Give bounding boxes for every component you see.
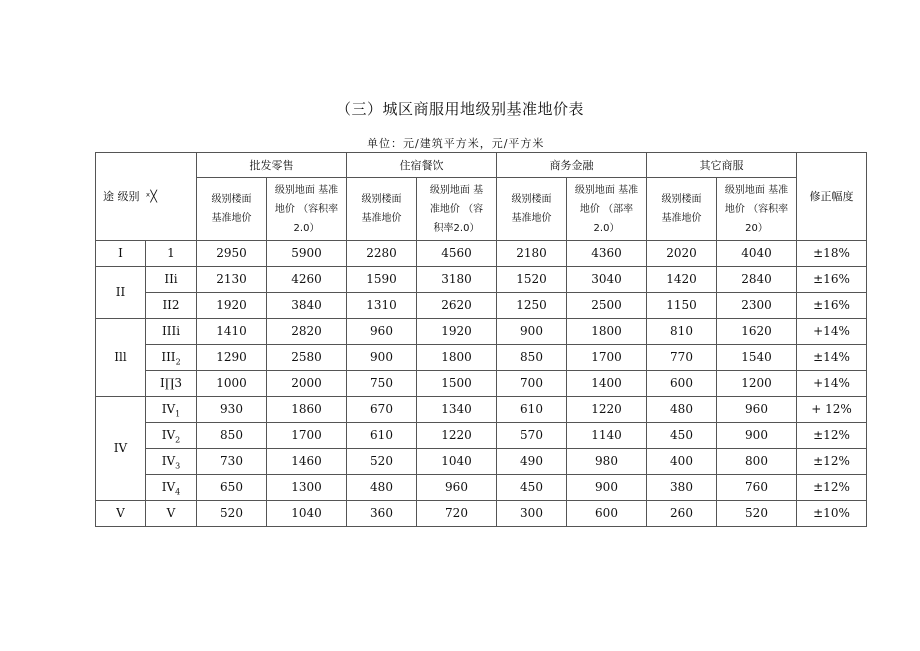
ground-price-cell: 1800 — [567, 319, 647, 345]
level-cell: V — [96, 501, 146, 527]
table-row — [96, 371, 867, 397]
floor-price-cell: 380 — [647, 475, 717, 501]
floor-price-cell: 2020 — [647, 241, 717, 267]
ground-price-cell: 1540 — [717, 345, 797, 371]
floor-price-cell: 850 — [497, 345, 567, 371]
sublevel-cell: IIIi — [146, 319, 197, 345]
ground-price-cell: 1500 — [417, 371, 497, 397]
correction-cell: ±12% — [797, 475, 867, 501]
ground-price-cell: 900 — [717, 423, 797, 449]
ground-price-cell: 3180 — [417, 267, 497, 293]
floor-price-cell: 520 — [347, 449, 417, 475]
floor-price-cell: 1150 — [647, 293, 717, 319]
floor-price-cell: 900 — [497, 319, 567, 345]
ground-price-cell: 2000 — [267, 371, 347, 397]
floor-price-cell: 450 — [647, 423, 717, 449]
ground-price-cell: 5900 — [267, 241, 347, 267]
floor-price-cell: 360 — [347, 501, 417, 527]
sublevel-cell: $IV_2$ — [146, 423, 197, 449]
ground-price-cell: 1700 — [567, 345, 647, 371]
floor-price-cell: 570 — [497, 423, 567, 449]
floor-price-cell: 480 — [347, 475, 417, 501]
floor-price-cell: 490 — [497, 449, 567, 475]
floor-price-cell: 300 — [497, 501, 567, 527]
level-cell: IV — [96, 397, 146, 501]
ground-price-cell: 3040 — [567, 267, 647, 293]
subheader-ground-price: 级别地面 基准 地价 （容积率 2.0） — [267, 178, 347, 241]
correction-cell: ±12% — [797, 449, 867, 475]
ground-price-cell: 800 — [717, 449, 797, 475]
floor-price-cell: 810 — [647, 319, 717, 345]
subheader-ground-price: 级别地面 基 准地价 （容 积率2.0） — [417, 178, 497, 241]
ground-price-cell: 960 — [717, 397, 797, 423]
ground-price-cell: 960 — [417, 475, 497, 501]
table-row — [96, 397, 867, 423]
floor-price-cell: 1920 — [197, 293, 267, 319]
ground-price-cell: 1800 — [417, 345, 497, 371]
sublevel-cell: $IV_4$ — [146, 475, 197, 501]
subheader-floor-price: 级别楼面 基准地价 — [647, 178, 717, 241]
floor-price-cell: 2950 — [197, 241, 267, 267]
floor-price-cell: 900 — [347, 345, 417, 371]
level-cell: I — [96, 241, 146, 267]
floor-price-cell: 1290 — [197, 345, 267, 371]
correction-cell: ±10% — [797, 501, 867, 527]
table-row — [96, 293, 867, 319]
sublevel-cell: 1 — [146, 241, 197, 267]
sublevel-cell: IIi — [146, 267, 197, 293]
header-row-groups — [96, 153, 867, 178]
subheader-ground-price: 级别地面 基准 地价 （部率 2.0） — [567, 178, 647, 241]
floor-price-cell: 450 — [497, 475, 567, 501]
page-title: （三）城区商服用地级别基准地价表 — [335, 100, 584, 118]
floor-price-cell: 670 — [347, 397, 417, 423]
sublevel-cell: V — [146, 501, 197, 527]
ground-price-cell: 520 — [717, 501, 797, 527]
corner-header-left: 途 级别 — [96, 153, 146, 241]
ground-price-cell: 1220 — [567, 397, 647, 423]
floor-price-cell: 260 — [647, 501, 717, 527]
floor-price-cell: 930 — [197, 397, 267, 423]
ground-price-cell: 2820 — [267, 319, 347, 345]
floor-price-cell: 520 — [197, 501, 267, 527]
sublevel-cell: II2 — [146, 293, 197, 319]
floor-price-cell: 700 — [497, 371, 567, 397]
header-row-sub — [96, 178, 867, 241]
correction-cell: + 12% — [797, 397, 867, 423]
floor-price-cell: 2280 — [347, 241, 417, 267]
table-row — [96, 423, 867, 449]
ground-price-cell: 1920 — [417, 319, 497, 345]
ground-price-cell: 760 — [717, 475, 797, 501]
ground-price-cell: 1340 — [417, 397, 497, 423]
subheader-floor-price: 级别楼面 基准地价 — [197, 178, 267, 241]
ground-price-cell: 1200 — [717, 371, 797, 397]
floor-price-cell: 400 — [647, 449, 717, 475]
floor-price-cell: 2180 — [497, 241, 567, 267]
floor-price-cell: 1000 — [197, 371, 267, 397]
correction-cell: +14% — [797, 371, 867, 397]
ground-price-cell: 4260 — [267, 267, 347, 293]
group-header-wholesale: 批发零售 — [197, 153, 347, 178]
unit-note: 单位：元/建筑平方米，元/平方米 — [367, 137, 545, 150]
correction-cell: ±14% — [797, 345, 867, 371]
table-row — [96, 345, 867, 371]
floor-price-cell: 480 — [647, 397, 717, 423]
level-cell: Ill — [96, 319, 146, 397]
floor-price-cell: 650 — [197, 475, 267, 501]
ground-price-cell: 1860 — [267, 397, 347, 423]
floor-price-cell: 1310 — [347, 293, 417, 319]
subheader-floor-price: 级别楼面 基准地价 — [497, 178, 567, 241]
correction-cell: ±12% — [797, 423, 867, 449]
sublevel-cell: $IV_3$ — [146, 449, 197, 475]
ground-price-cell: 900 — [567, 475, 647, 501]
floor-price-cell: 750 — [347, 371, 417, 397]
land-price-table — [95, 152, 867, 527]
ground-price-cell: 1300 — [267, 475, 347, 501]
floor-price-cell: 1420 — [647, 267, 717, 293]
ground-price-cell: 1460 — [267, 449, 347, 475]
floor-price-cell: 770 — [647, 345, 717, 371]
sublevel-cell: $IV_1$ — [146, 397, 197, 423]
floor-price-cell: 730 — [197, 449, 267, 475]
floor-price-cell: 2130 — [197, 267, 267, 293]
subheader-ground-price: 级别地面 基准 地价 （容积率 20） — [717, 178, 797, 241]
floor-price-cell: 960 — [347, 319, 417, 345]
ground-price-cell: 1620 — [717, 319, 797, 345]
ground-price-cell: 3840 — [267, 293, 347, 319]
correction-cell: ±16% — [797, 293, 867, 319]
floor-price-cell: 1410 — [197, 319, 267, 345]
ground-price-cell: 1040 — [417, 449, 497, 475]
ground-price-cell: 4560 — [417, 241, 497, 267]
level-cell: II — [96, 267, 146, 319]
corner-header-right: ˣ╳ — [146, 153, 197, 241]
sublevel-cell: I∏3 — [146, 371, 197, 397]
floor-price-cell: 1590 — [347, 267, 417, 293]
table-row — [96, 319, 867, 345]
ground-price-cell: 1140 — [567, 423, 647, 449]
ground-price-cell: 720 — [417, 501, 497, 527]
ground-price-cell: 4040 — [717, 241, 797, 267]
ground-price-cell: 1700 — [267, 423, 347, 449]
floor-price-cell: 610 — [347, 423, 417, 449]
ground-price-cell: 600 — [567, 501, 647, 527]
ground-price-cell: 2620 — [417, 293, 497, 319]
ground-price-cell: 1220 — [417, 423, 497, 449]
floor-price-cell: 850 — [197, 423, 267, 449]
correction-cell: +14% — [797, 319, 867, 345]
table-row — [96, 267, 867, 293]
sublevel-cell: $III_2$ — [146, 345, 197, 371]
ground-price-cell: 1040 — [267, 501, 347, 527]
table-row — [96, 449, 867, 475]
group-header-lodging: 住宿餐饮 — [347, 153, 497, 178]
ground-price-cell: 2580 — [267, 345, 347, 371]
subheader-floor-price: 级别楼面 基准地价 — [347, 178, 417, 241]
ground-price-cell: 2840 — [717, 267, 797, 293]
table-row — [96, 241, 867, 267]
ground-price-cell: 1400 — [567, 371, 647, 397]
correction-header: 修正幅度 — [797, 153, 867, 241]
ground-price-cell: 4360 — [567, 241, 647, 267]
floor-price-cell: 600 — [647, 371, 717, 397]
ground-price-cell: 980 — [567, 449, 647, 475]
floor-price-cell: 1250 — [497, 293, 567, 319]
floor-price-cell: 610 — [497, 397, 567, 423]
ground-price-cell: 2500 — [567, 293, 647, 319]
group-header-other: 其它商服 — [647, 153, 797, 178]
group-header-finance: 商务金融 — [497, 153, 647, 178]
floor-price-cell: 1520 — [497, 267, 567, 293]
table-row — [96, 501, 867, 527]
table-row — [96, 475, 867, 501]
correction-cell: ±18% — [797, 241, 867, 267]
correction-cell: ±16% — [797, 267, 867, 293]
ground-price-cell: 2300 — [717, 293, 797, 319]
